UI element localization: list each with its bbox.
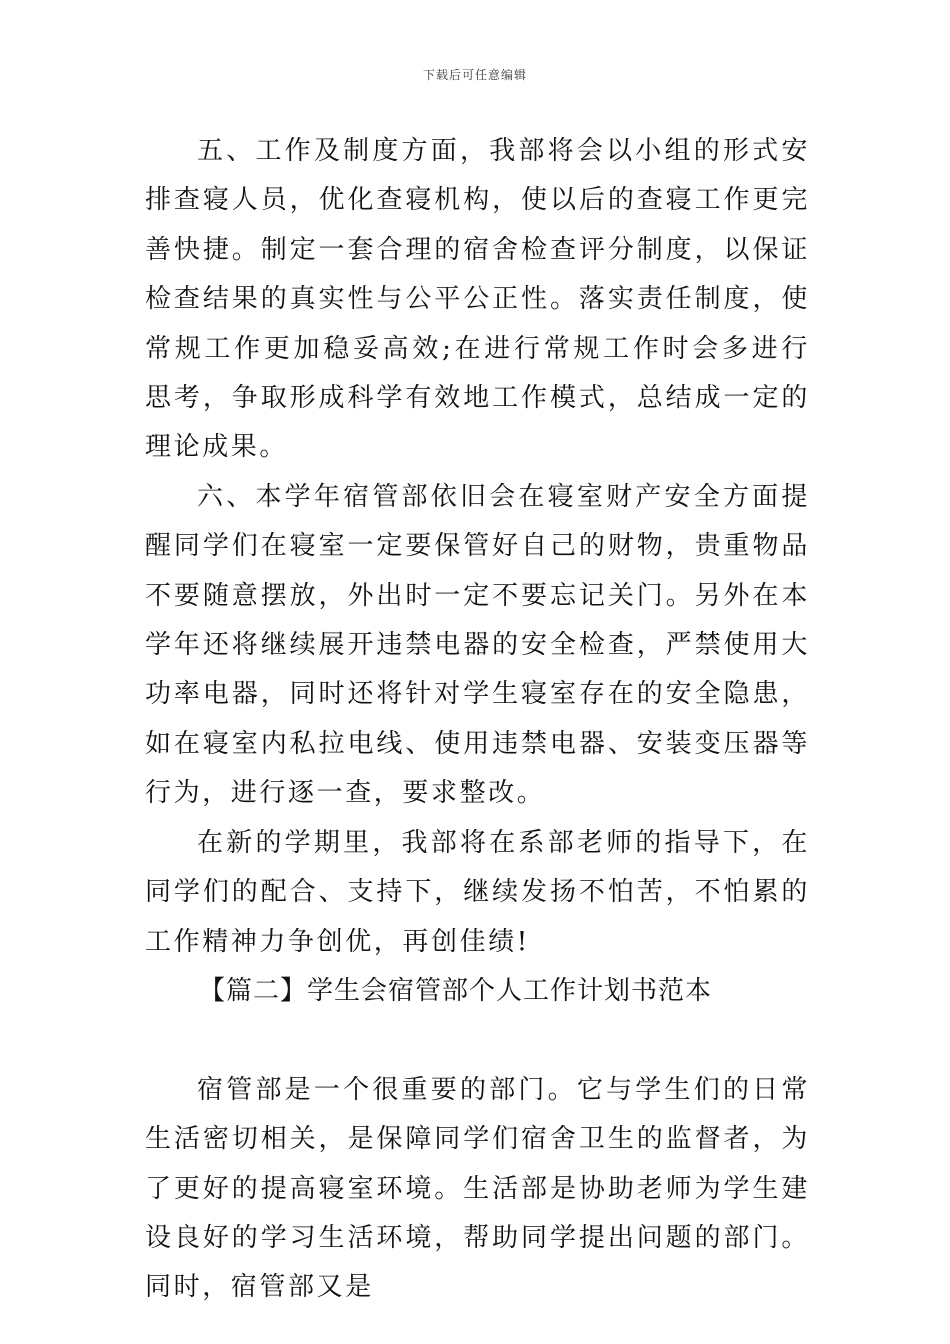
paragraph-work-system: 五、工作及制度方面，我部将会以小组的形式安排查寝人员，优化查寝机构，使以后的查寝工作更完善快捷。制定一套合理的宿舍检查评分制度，以保证检查结果的真实性与公平公正性。落实责任制度，使常规工作更加稳妥高效;在进行常规工作时会多进行思考，争取形成科学有效地工作模式，总结成一定的理论成果。 (145, 136, 810, 463)
page-header-note: 下载后可任意编辑 (422, 68, 527, 82)
blank-line (145, 1016, 810, 1065)
section-heading: 【篇二】学生会宿管部个人工作计划书范本 (199, 975, 713, 1006)
paragraph-dorm-intro: 宿管部是一个很重要的部门。它与学生们的日常生活密切相关，是保障同学们宿舍卫生的监督者，为了更好的提高寝室环境。生活部是协助老师为学生建设良好的学习生活环境，帮助同学提出问题的部门。同时，宿管部又是 (145, 1074, 810, 1303)
paragraph-property-safety: 六、本学年宿管部依旧会在寝室财产安全方面提醒同学们在寝室一定要保管好自己的财物，贵重物品不要随意摆放，外出时一定不要忘记关门。另外在本学年还将继续展开违禁电器的安全检查，严禁使用大功率电器，同时还将针对学生寝室存在的安全隐患，如在寝室内私拉电线、使用违禁电器、安装变压器等行为，进行逐一查，要求整改。 (145, 481, 810, 809)
document-body (145, 127, 810, 1313)
paragraph-new-semester: 在新的学期里，我部将在系部老师的指导下，在同学们的配合、支持下，继续发扬不怕苦，不怕累的工作精神力争创优，再创佳绩! (145, 827, 810, 957)
